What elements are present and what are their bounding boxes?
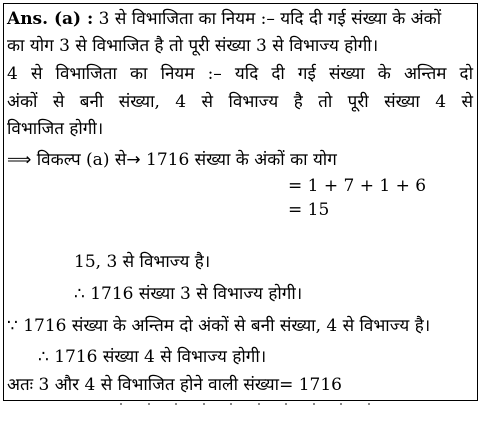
answer-line — [7, 9, 441, 29]
conclusion-value: = 1716 — [279, 375, 342, 395]
therefore-icon-2: ∴ — [38, 347, 49, 367]
therefore-line-2 — [38, 347, 266, 367]
sum-line-2: = 15 — [288, 200, 330, 220]
rule4-text-1: 4 से विभाजिता का नियम :– यदि दी गई संख्या के अन्तिम दो — [7, 64, 473, 84]
rule3-text-2: का योग 3 से विभाजित है तो पूरी संख्या 3 से विभाज्य होगी। — [7, 36, 379, 56]
solution-box — [3, 3, 478, 401]
option-line — [7, 150, 337, 170]
divisible-line: 15, 3 से विभाज्य है। — [74, 252, 211, 272]
sum-line-1: = 1 + 7 + 1 + 6 — [288, 176, 427, 196]
implies-icon: ⟹ — [7, 150, 32, 170]
bottom-dotted-divider — [120, 403, 370, 407]
conclusion-line — [7, 375, 342, 395]
option-text-a: विकल्प (a) से — [36, 150, 127, 170]
because-text: 1716 संख्या के अन्तिम दो अंकों से बनी संख्या, 4 से विभाज्य है। — [23, 316, 431, 336]
rule4-text-2: अंकों से बनी संख्या, 4 से विभाज्य है तो पूरी संख्या 4 से — [7, 92, 473, 112]
therefore-line-1 — [74, 284, 302, 304]
because-icon: ∵ — [7, 316, 18, 336]
therefore-text-2: 1716 संख्या 4 से विभाज्य होगी। — [54, 347, 267, 367]
answer-label: Ans. (a) : — [7, 9, 94, 29]
conclusion-text: अतः 3 और 4 से विभाजित होने वाली संख्या — [7, 375, 280, 395]
arrow-icon: → — [126, 150, 141, 170]
rule4-text-3: विभाजित होगी। — [7, 119, 104, 139]
rule3-text-1: 3 से विभाजिता का नियम :– यदि दी गई संख्या के अंकों — [98, 9, 442, 29]
therefore-icon: ∴ — [74, 284, 85, 304]
because-line — [7, 316, 430, 336]
therefore-text-1: 1716 संख्या 3 से विभाज्य होगी। — [90, 284, 303, 304]
option-text-b: 1716 संख्या के अंकों का योग — [146, 150, 337, 170]
